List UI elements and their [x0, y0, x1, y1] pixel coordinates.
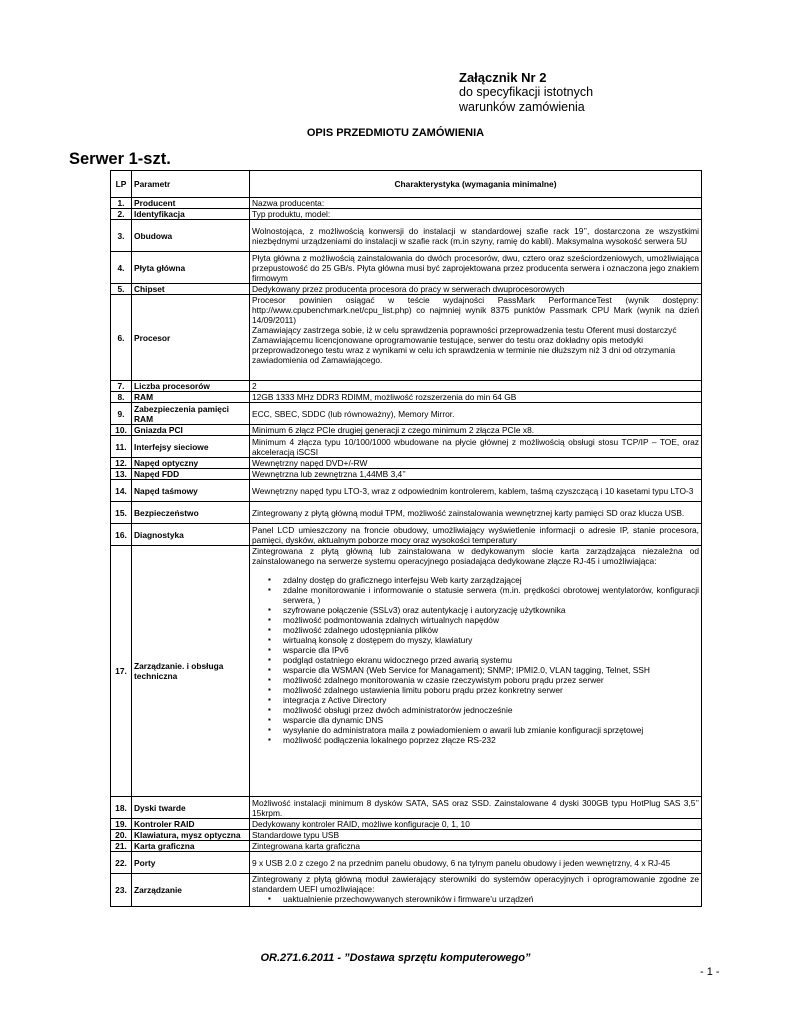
- footer-reference: OR.271.6.2011 - ”Dostawa sprzętu komputerowego”: [260, 952, 531, 964]
- parameter-name: Napęd optyczny: [132, 458, 250, 469]
- row-number: 17.: [111, 546, 132, 797]
- description-text: Zintegrowany z płytą główną moduł zawierający sterowniki do systemów operacyjnych i oprogramowanie zgodne ze standardem UEFI umożliwiające:: [252, 874, 699, 894]
- parameter-description: [250, 841, 702, 852]
- row-number: 20.: [111, 830, 132, 841]
- table-row: [111, 458, 702, 469]
- document-title: OPIS PRZEDMIOTU ZAMÓWIENIA: [306, 127, 485, 139]
- parameter-name: Klawiatura, mysz optyczna: [132, 830, 250, 841]
- table-row: [111, 252, 702, 284]
- feature-item: ▪ integracja z Active Directory: [283, 695, 699, 705]
- description-paragraph: Procesor powinien osiągać w teście wydajności PassMark PerformanceTest (wynik dostępny: http://www.cpubenchmark.net/cpu_list.php) co najmniej wynik 8375 punktów Passmark CPU Mark (wynik na dzień 14/09/2011): [252, 295, 699, 325]
- description-text: Zintegrowana z płytą główną lub zainstalowana w dedykowanym slocie karta zarządzająca niezależna od zainstalowanego na serwerze systemu operacyjnego posiadająca dedykowane złącze RJ-45 i umożliwiająca:: [252, 546, 699, 566]
- row-number: 15.: [111, 502, 132, 524]
- parameter-description: [250, 403, 702, 425]
- parameter-name: Obudowa: [132, 220, 250, 252]
- description-text: Dedykowany przez producenta procesora do pracy w serwerach dwuprocesorowych: [252, 284, 565, 294]
- parameter-description: [250, 874, 702, 907]
- parameter-description: [250, 220, 702, 252]
- table-row: [111, 381, 702, 392]
- table-row: [111, 874, 702, 907]
- description-text: Zintegrowana karta graficzna: [252, 841, 360, 851]
- parameter-description: [250, 252, 702, 284]
- description-text: Możliwość instalacji minimum 8 dysków SATA, SAS oraz SSD. Zainstalowane 4 dyski 300GB typu HotPlug SAS 3,5’’ 15krpm.: [252, 797, 699, 818]
- table-row: [111, 392, 702, 403]
- feature-item: ▪ wysyłanie do administratora maila z powiadomieniem o awarii lub zmianie konfiguracji sprzętowej: [283, 725, 699, 735]
- row-number: 3.: [111, 220, 132, 252]
- table-row: [111, 209, 702, 220]
- row-number: 10.: [111, 425, 132, 436]
- parameter-description: [250, 480, 702, 502]
- parameter-description: [250, 469, 702, 480]
- parameter-name: Identyfikacja: [132, 209, 250, 220]
- feature-item: ▪ możliwość podłączenia lokalnego poprzez złącze RS-232: [283, 735, 699, 745]
- parameter-name: Napęd FDD: [132, 469, 250, 480]
- parameter-name: RAM: [132, 392, 250, 403]
- description-text: Minimum 6 złącz PCIe drugiej generacji z czego minimum 2 złącza PCIe x8.: [252, 425, 535, 435]
- table-header-row: [111, 171, 702, 198]
- row-number: 7.: [111, 381, 132, 392]
- table-row: [111, 524, 702, 546]
- parameter-name: Diagnostyka: [132, 524, 250, 546]
- parameter-name: Kontroler RAID: [132, 819, 250, 830]
- page-number: - 1 -: [700, 966, 720, 978]
- feature-item: ▪ możliwość zdalnego ustawienia limitu poboru prądu przez konkretny serwer: [283, 685, 699, 695]
- row-number: 8.: [111, 392, 132, 403]
- parameter-description: [250, 524, 702, 546]
- annex-line-3: warunków zamówienia: [459, 100, 585, 114]
- feature-item: ▪ podgląd ostatniego ekranu widocznego przed awarią systemu: [283, 655, 699, 665]
- feature-list: [252, 575, 699, 745]
- row-number: 1.: [111, 198, 132, 209]
- parameter-name: Liczba procesorów: [132, 381, 250, 392]
- table-row: [111, 852, 702, 874]
- parameter-description: [250, 198, 702, 209]
- feature-item: ▪ zdalny dostęp do graficznego interfejsu Web karty zarządzającej: [283, 575, 699, 585]
- description-text: Nazwa producenta:: [252, 198, 325, 208]
- row-number: 21.: [111, 841, 132, 852]
- specification-table: [110, 170, 702, 907]
- parameter-description: [250, 819, 702, 830]
- parameter-name: Płyta główna: [132, 252, 250, 284]
- row-number: 23.: [111, 874, 132, 907]
- table-row: [111, 403, 702, 425]
- table-row: [111, 797, 702, 819]
- row-number: 11.: [111, 436, 132, 458]
- parameter-name: Chipset: [132, 284, 250, 295]
- feature-item: ▪ możliwość obsługi przez dwóch administratorów jednocześnie: [283, 705, 699, 715]
- table-row: [111, 469, 702, 480]
- parameter-name: Bezpieczeństwo: [132, 502, 250, 524]
- table-row: [111, 502, 702, 524]
- feature-item: ▪ możliwość zdalnego monitorowania w czasie rzeczywistym poboru prądu przez serwer: [283, 675, 699, 685]
- parameter-description: [250, 209, 702, 220]
- header-charakterystyka: Charakterystyka (wymagania minimalne): [250, 171, 702, 198]
- parameter-description: [250, 392, 702, 403]
- row-number: 18.: [111, 797, 132, 819]
- description-text: 9 x USB 2.0 z czego 2 na przednim panelu obudowy, 6 na tylnym panelu obudowy i jeden wewnętrzny, 4 x RJ-45: [252, 857, 671, 868]
- description-text: Typ produktu, model:: [252, 209, 331, 219]
- description-text: Płyta główna z możliwością zainstalowania do dwóch procesorów, dwu, cztero oraz sześciordzeniowych, umożliwiająca przepustowość do 25 GB/s. Płyta główna musi być zaprojektowana przez producenta serwera i oznaczona jego znakiem firmowym: [252, 252, 699, 283]
- parameter-name: Napęd taśmowy: [132, 480, 250, 502]
- parameter-name: Zabezpieczenia pamięci RAM: [132, 403, 250, 425]
- parameter-name: Procesor: [132, 295, 250, 381]
- parameter-name: Producent: [132, 198, 250, 209]
- feature-item: ▪ wsparcie dla IPv6: [283, 645, 699, 655]
- table-row: [111, 436, 702, 458]
- row-number: 12.: [111, 458, 132, 469]
- section-heading: Serwer 1-szt.: [69, 150, 171, 168]
- parameter-description: [250, 284, 702, 295]
- description-text: Wolnostojąca, z możliwością konwersji do instalacji w standardowej szafie rack 19’’, dostarczona ze wszystkimi niezbędnymi urządzeniami do instalacji w szafie rack (m.in szyny, ramię do kabli). Maksymalna wysokość serwera 5U: [252, 225, 699, 246]
- feature-item: ▪ wsparcie dla WSMAN (Web Service for Managament); SNMP; IPMI2.0, VLAN tagging, Telnet, SSH: [283, 665, 699, 675]
- description-paragraph: Zamawiający zastrzega sobie, iż w celu sprawdzenia poprawności przeprowadzenia testu Oferent musi dostarczyć Zamawiającemu licencjonowane oprogramowanie testujące, serwer do testu oraz dokładny opis metodyki przeprowadzonego testu wraz z wynikami w celu ich sprawdzenia w terminie nie dłuższym niż 3 dni od otrzymania zawiadomienia od Zamawiającego.: [252, 325, 677, 365]
- header-lp: LP: [111, 171, 132, 198]
- table-body: [111, 198, 702, 907]
- feature-item: ▪ możliwość podmontowania zdalnych wirtualnych napędów: [283, 615, 699, 625]
- description-text: 2: [252, 381, 257, 391]
- description-text: Minimum 4 złącza typu 10/100/1000 wbudowane na płycie głównej z możliwością obsługi stosu TCP/IP – TOE, oraz akceleracją iSCSI: [252, 436, 699, 457]
- row-number: 14.: [111, 480, 132, 502]
- parameter-description: [250, 852, 702, 874]
- description-text: Wewnętrzny napęd DVD+/-RW: [252, 458, 368, 468]
- row-number: 22.: [111, 852, 132, 874]
- parameter-description: [250, 458, 702, 469]
- feature-item: ▪ szyfrowane połączenie (SSLv3) oraz autentykację i autoryzację użytkownika: [283, 605, 699, 615]
- parameter-description: [250, 381, 702, 392]
- annex-line-2: do specyfikacji istotnych: [459, 85, 594, 99]
- feature-item: ▪ wsparcie dla dynamic DNS: [283, 715, 699, 725]
- parameter-description: [250, 436, 702, 458]
- row-number: 4.: [111, 252, 132, 284]
- table-row: [111, 220, 702, 252]
- parameter-description: [250, 425, 702, 436]
- parameter-name: Karta graficzna: [132, 841, 250, 852]
- row-number: 13.: [111, 469, 132, 480]
- table-row: [111, 819, 702, 830]
- table-row: [111, 295, 702, 381]
- table-row: [111, 198, 702, 209]
- description-text: Panel LCD umieszczony na froncie obudowy, umożliwiający wyświetlenie informacji o adresie IP, stanie procesora, pamięci, dysków, aktualnym poborze mocy oraz wysokości temperatury: [252, 524, 699, 545]
- parameter-name: Zarządzanie: [132, 874, 250, 907]
- feature-item: ▪ możliwość zdalnego udostępniania plików: [283, 625, 699, 635]
- feature-item: ▪ zdalne monitorowanie i informowanie o statusie serwera (m.in. prędkości obrotowej wentylatorów, konfiguracji serwera, ): [283, 585, 699, 605]
- table-row: [111, 841, 702, 852]
- annex-block: [459, 70, 593, 115]
- table-row: [111, 284, 702, 295]
- parameter-description: [250, 502, 702, 524]
- row-number: 9.: [111, 403, 132, 425]
- description-text: Standardowe typu USB: [252, 830, 340, 840]
- row-number: 6.: [111, 295, 132, 381]
- parameter-description: [250, 546, 702, 797]
- parameter-description: [250, 295, 702, 381]
- description-text: Zintegrowany z płytą główną moduł TPM, możliwość zainstalowania wewnętrznej karty pamięci SD oraz klucza USB.: [252, 507, 685, 518]
- header-parametr: Parametr: [132, 171, 250, 198]
- row-number: 16.: [111, 524, 132, 546]
- table-row: [111, 830, 702, 841]
- table-row: [111, 546, 702, 797]
- parameter-name: Porty: [132, 852, 250, 874]
- description-text: Dedykowany kontroler RAID, możliwe konfiguracje 0, 1, 10: [252, 819, 470, 829]
- description-text: 12GB 1333 MHz DDR3 RDIMM, możliwość rozszerzenia do min 64 GB: [252, 392, 517, 402]
- row-number: 5.: [111, 284, 132, 295]
- annex-title: Załącznik Nr 2: [459, 70, 547, 85]
- table-row: [111, 480, 702, 502]
- parameter-name: Dyski twarde: [132, 797, 250, 819]
- parameter-name: Gniazda PCI: [132, 425, 250, 436]
- parameter-description: [250, 797, 702, 819]
- feature-item: ▪ wirtualną konsolę z dostępem do myszy, klawiatury: [283, 635, 699, 645]
- parameter-description: [250, 830, 702, 841]
- row-number: 2.: [111, 209, 132, 220]
- feature-list: [252, 894, 699, 904]
- parameter-name: Interfejsy sieciowe: [132, 436, 250, 458]
- row-number: 19.: [111, 819, 132, 830]
- description-text: Wewnętrzny napęd typu LTO-3, wraz z odpowiednim kontrolerem, kablem, taśmą czyszczącą i 10 kasetami typu LTO-3: [252, 485, 694, 496]
- table-row: [111, 425, 702, 436]
- description-text: ECC, SBEC, SDDC (lub równoważny), Memory Mirror.: [252, 408, 455, 419]
- parameter-name: Zarządzanie. i obsługa techniczna: [132, 546, 250, 797]
- feature-item: ▪ uaktualnienie przechowywanych sterowników i firmware’u urządzeń: [283, 894, 699, 904]
- description-text: Wewnętrzna lub zewnętrzna 1,44MB 3,4’’: [252, 469, 406, 479]
